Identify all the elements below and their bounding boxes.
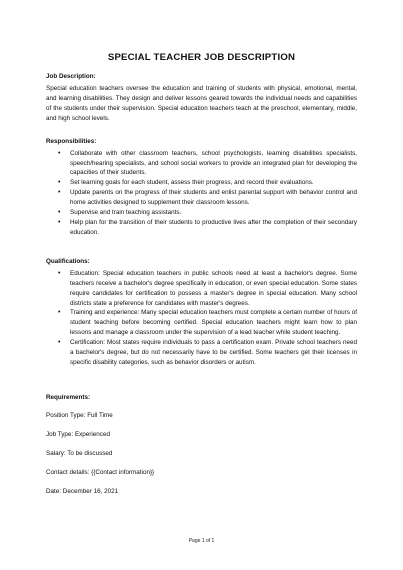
salary: Salary: To be discussed <box>46 449 113 457</box>
bullet-icon: • <box>58 218 61 226</box>
responsibilities-list <box>46 149 357 238</box>
list-item: • Help plan for the transition of their students to productive lives after the completion of their secondary education. <box>58 218 357 236</box>
bullet-icon: • <box>58 209 61 217</box>
list-item: • Update parents on the progress of their students and enlist parental support with behavior control and home activities designed to supplement their classroom lessons. <box>58 189 357 207</box>
list-item: • Collaborate with other classroom teachers, school psychologists, learning disabilities specialists, speech/hearing specialists, and school social workers to provide an integrated plan for developing the capacities of their students. <box>58 149 357 177</box>
bullet-icon: • <box>58 179 61 187</box>
list-item: • Certification: Most states require individuals to pass a certification exam. Private school teachers need a bachelor's degree, but do not necessarily have to be certified. Some teachers get their licenses in specific disability categories, such as behavior disorders or autism. <box>58 339 357 366</box>
list-item: • Supervise and train teaching assistants. <box>58 209 182 217</box>
job-type: Job Type: Experienced <box>46 430 110 438</box>
date: Date: December 16, 2021 <box>46 487 119 495</box>
job-description-heading: Job Description: <box>46 73 96 80</box>
bullet-icon: • <box>58 339 61 347</box>
position-type: Position Type: Full Time <box>46 411 113 419</box>
bullet-icon: • <box>58 309 61 317</box>
document-title: SPECIAL TEACHER JOB DESCRIPTION <box>107 52 296 63</box>
list-item: • Set learning goals for each student, assess their progress, and record their evaluations. <box>58 179 314 187</box>
bullet-icon: • <box>58 269 61 277</box>
job-description-text: Special education teachers oversee the education and training of students with physical, emotional, mental, and learning disabilities. They design and deliver lessons geared towards the individual needs and capabilities of the students under their supervision. Special education teachers teach at the preschool, elementary, middle, and high school levels. <box>46 85 357 122</box>
requirements-heading: Requirements: <box>46 393 91 401</box>
list-item: • Education: Special education teachers in public schools need at least a bachelor's degree. Some teachers receive a bachelor's degree specifically in education, or even special education. Some states require candidates for certification to possess a master's degree in special education. Many school districts state a preference for candidates with master's degrees. <box>58 269 357 307</box>
contact-details: Contact details: {{Contact information}} <box>46 468 155 476</box>
bullet-icon: • <box>58 189 61 197</box>
responsibilities-heading: Responsibilities: <box>46 137 97 145</box>
bullet-icon: • <box>58 149 61 157</box>
qualifications-list <box>46 269 357 368</box>
page-footer: Page 1 of 1 <box>188 538 215 544</box>
list-item: • Training and experience: Many special education teachers must complete a certain number of hours of student teaching before becoming certified. Special education teachers might learn how to plan lessons and manage a classroom under the supervision of a lead teacher while student teaching. <box>58 309 357 337</box>
qualifications-heading: Qualifications: <box>46 257 90 265</box>
